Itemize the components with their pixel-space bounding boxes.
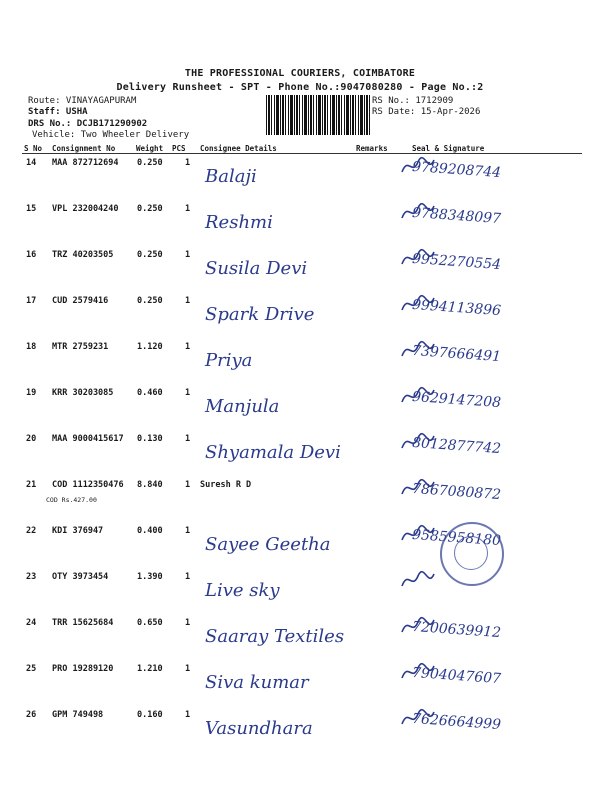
row-pcs: 1 [185,480,191,490]
vehicle-label: Vehicle: Two Wheeler Delivery [32,130,190,140]
row-weight: 1.390 [137,572,163,582]
row-weight: 0.250 [137,250,163,260]
row-consignment-no: TRR 15625684 [52,618,114,628]
table-row [0,476,600,522]
row-pcs: 1 [185,710,191,720]
row-sno: 23 [26,572,37,582]
handwritten-phone: 9994113896 [411,296,502,320]
row-weight: 0.250 [137,296,163,306]
table-row [0,522,600,568]
col-seal-signature: Seal & Signature [412,144,485,153]
table-row [0,246,600,292]
drs-label: DRS No.: DCJB171290902 [28,119,148,129]
table-row [0,292,600,338]
handwritten-consignee: Spark Drive [205,304,315,325]
row-sno: 24 [26,618,37,628]
table-row [0,614,600,660]
row-weight: 8.840 [137,480,163,490]
handwritten-phone: 7867080872 [411,480,502,504]
table-row [0,200,600,246]
handwritten-phone: 9789208744 [411,158,502,182]
table-row [0,660,600,706]
row-consignment-no: CUD 2579416 [52,296,109,306]
handwritten-phone: 9788348097 [411,204,502,228]
table-row [0,706,600,752]
table-row [0,338,600,384]
handwritten-phone: 9952270554 [411,250,502,274]
row-pcs: 1 [185,388,191,398]
barcode [266,95,370,135]
row-weight: 0.160 [137,710,163,720]
row-pcs: 1 [185,526,191,536]
row-sno: 14 [26,158,37,168]
col-sno: S No [24,144,43,153]
row-cod-amount: COD Rs.427.00 [46,496,97,504]
row-sno: 20 [26,434,37,444]
route-label: Route: VINAYAGAPURAM [28,96,137,106]
row-sno: 22 [26,526,37,536]
handwritten-consignee: Vasundhara [205,718,313,739]
table-row [0,568,600,614]
row-consignment-no: KRR 30203085 [52,388,114,398]
row-consignment-no: GPM 749498 [52,710,104,720]
row-consignment-no: MAA 872712694 [52,158,119,168]
row-weight: 1.210 [137,664,163,674]
handwritten-consignee: Balaji [205,166,257,187]
signature-scribble [398,568,438,592]
row-sno: 19 [26,388,37,398]
col-consignee: Consignee Details [200,144,277,153]
row-sno: 26 [26,710,37,720]
handwritten-phone: 7397666491 [411,342,502,366]
handwritten-consignee: Sayee Geetha [205,534,331,555]
col-consignment: Consignment No [52,144,116,153]
row-pcs: 1 [185,572,191,582]
col-pcs: PCS [172,144,186,153]
delivery-seal-stamp [440,522,504,586]
col-remarks: Remarks [356,144,388,153]
row-consignment-no: MAA 9000415617 [52,434,124,444]
row-weight: 0.400 [137,526,163,536]
rs-number: RS No.: 1712909 [372,96,454,106]
handwritten-phone: 8012877742 [411,434,502,458]
row-pcs: 1 [185,664,191,674]
handwritten-phone: 9585958180 [411,526,502,550]
handwritten-consignee: Manjula [205,396,280,417]
row-weight: 0.460 [137,388,163,398]
row-pcs: 1 [185,296,191,306]
runsheet-subtitle: Delivery Runsheet - SPT - Phone No.:9047080280 - Page No.:2 [116,82,484,93]
row-weight: 1.120 [137,342,163,352]
row-pcs: 1 [185,250,191,260]
staff-label: Staff: USHA [28,107,88,117]
handwritten-consignee: Priya [205,350,253,371]
table-row [0,384,600,430]
row-pcs: 1 [185,618,191,628]
row-weight: 0.250 [137,204,163,214]
handwritten-consignee: Shyamala Devi [205,442,341,463]
row-sno: 25 [26,664,37,674]
row-consignment-no: OTY 3973454 [52,572,109,582]
row-consignment-no: COD 1112350476 [52,480,124,490]
company-title: THE PROFESSIONAL COURIERS, COIMBATORE [184,68,416,79]
row-sno: 21 [26,480,37,490]
row-sno: 15 [26,204,37,214]
row-pcs: 1 [185,342,191,352]
row-weight: 0.650 [137,618,163,628]
row-weight: 0.250 [137,158,163,168]
handwritten-consignee: Live sky [205,580,280,601]
row-pcs: 1 [185,158,191,168]
row-sno: 18 [26,342,37,352]
col-weight: Weight [136,144,164,153]
row-consignment-no: KDI 376947 [52,526,104,536]
row-consignment-no: PRO 19289120 [52,664,114,674]
handwritten-phone: 9629147208 [411,388,502,412]
row-consignment-no: TRZ 40203505 [52,250,114,260]
row-printed-consignee: Suresh R D [200,480,252,490]
row-pcs: 1 [185,204,191,214]
handwritten-phone: 7200639912 [411,618,502,642]
rs-date: RS Date: 15-Apr-2026 [372,107,481,117]
handwritten-consignee: Susila Devi [205,258,308,279]
row-weight: 0.130 [137,434,163,444]
row-pcs: 1 [185,434,191,444]
row-consignment-no: VPL 232004240 [52,204,119,214]
handwritten-consignee: Reshmi [205,212,273,233]
row-consignment-no: MTR 2759231 [52,342,109,352]
row-sno: 16 [26,250,37,260]
table-row [0,154,600,200]
table-row [0,430,600,476]
handwritten-phone: 7904047607 [411,664,502,688]
handwritten-consignee: Siva kumar [205,672,309,693]
handwritten-consignee: Saaray Textiles [205,626,345,647]
handwritten-phone: 7626664999 [411,710,502,734]
row-sno: 17 [26,296,37,306]
